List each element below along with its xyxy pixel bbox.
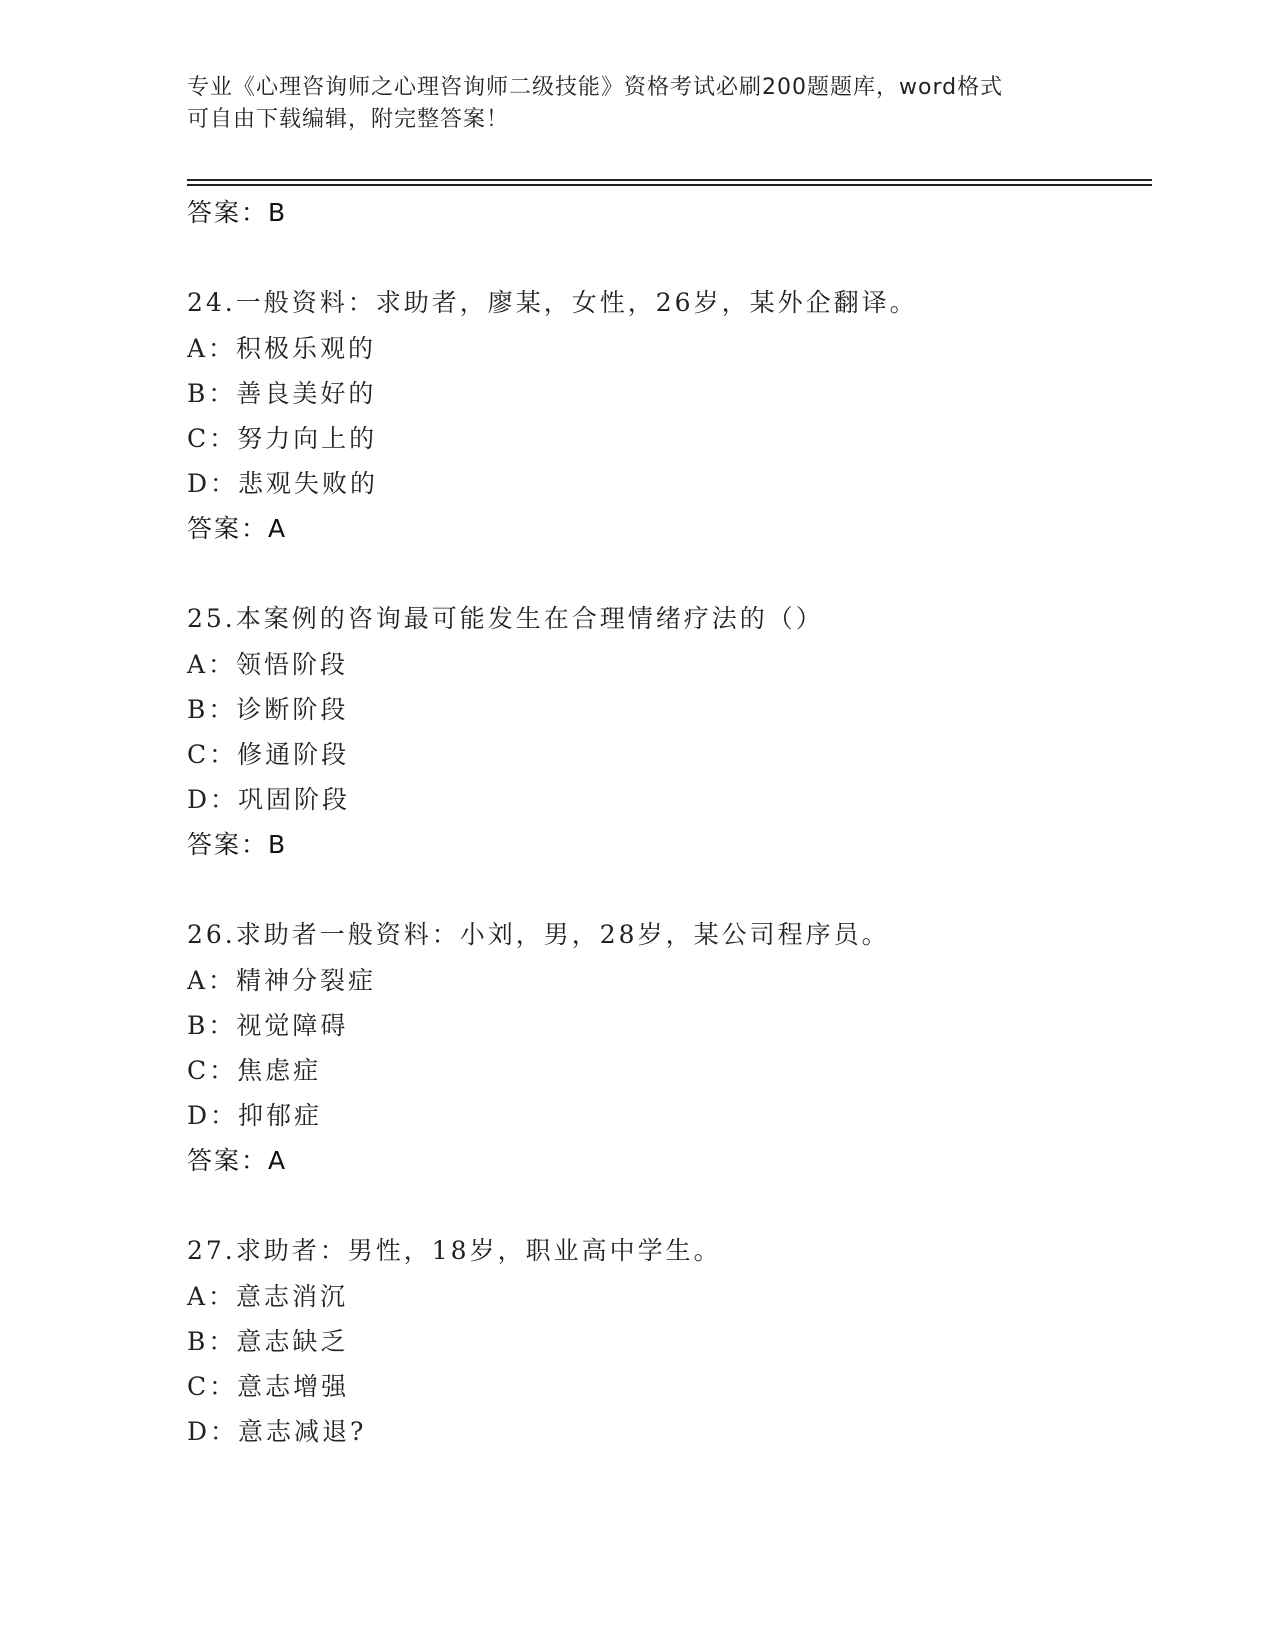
- question-block-27: [187, 1228, 1152, 1454]
- option-c: C：焦虑症: [187, 1056, 322, 1085]
- question-text: 26.求助者一般资料：小刘，男，28岁，某公司程序员。: [187, 920, 890, 949]
- option-d: D：意志减退?: [187, 1417, 367, 1446]
- question-text: 25.本案例的咨询最可能发生在合理情绪疗法的（）: [187, 604, 824, 633]
- header-line-1: 专业《心理咨询师之心理咨询师二级技能》资格考试必刷200题题库，word格式: [187, 75, 1004, 100]
- question-block-26: [187, 912, 1152, 1184]
- answer-line: 答案：B: [187, 198, 288, 227]
- answer-line: 答案：A: [187, 514, 288, 543]
- option-b: B：善良美好的: [187, 379, 377, 408]
- option-d: D：抑郁症: [187, 1101, 323, 1130]
- option-b: B：视觉障碍: [187, 1011, 349, 1040]
- option-a: A：精神分裂症: [187, 966, 377, 995]
- option-c: C：意志增强: [187, 1372, 350, 1401]
- option-c: C：修通阶段: [187, 740, 350, 769]
- header-rule-top: [187, 179, 1152, 181]
- option-a: A：积极乐观的: [187, 334, 377, 363]
- question-text: 27.求助者：男性，18岁，职业高中学生。: [187, 1236, 722, 1265]
- option-b: B：诊断阶段: [187, 695, 349, 724]
- option-a: A：领悟阶段: [187, 650, 349, 679]
- question-block-24: [187, 280, 1152, 552]
- answer-line: 答案：A: [187, 1146, 288, 1175]
- option-c: C：努力向上的: [187, 424, 378, 453]
- option-d: D：悲观失败的: [187, 469, 379, 498]
- question-block-25: [187, 596, 1152, 868]
- option-d: D：巩固阶段: [187, 785, 351, 814]
- document-header: [187, 72, 1087, 136]
- option-a: A：意志消沉: [187, 1282, 349, 1311]
- answer-line: 答案：B: [187, 830, 288, 859]
- header-line-2: 可自由下载编辑，附完整答案！: [187, 107, 510, 132]
- question-text: 24.一般资料：求助者，廖某，女性，26岁，某外企翻译。: [187, 288, 918, 317]
- option-b: B：意志缺乏: [187, 1327, 349, 1356]
- header-rule-bottom: [187, 184, 1152, 186]
- question-list: [187, 190, 1152, 1454]
